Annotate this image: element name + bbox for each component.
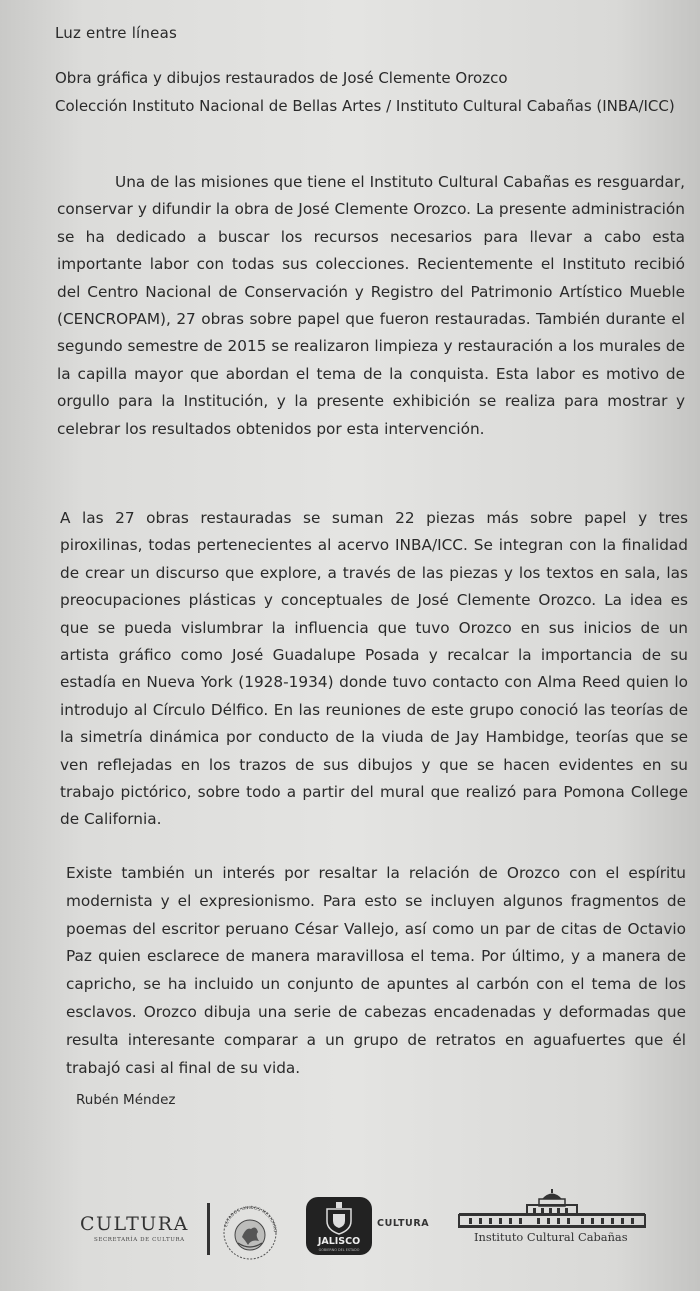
cultura-subtitle: SECRETARÍA DE CULTURA — [94, 1237, 185, 1243]
author-signature: Rubén Méndez — [76, 1092, 176, 1108]
secretaria-cultura-logo — [80, 1213, 205, 1243]
body-paragraph-3: Existe también un interés por resaltar la relación de Orozco con el espíritu modernista y el expresionismo. Para esto se incluyen algunos fragmentos de poemas del escritor peruano César Vallejo, así como un par de citas de Octavio Paz quien esclarece de manera maravillosa el tema. Por último, y a manera de capricho, se ha incluido un conjunto de apuntes al carbón con el tema de los esclavos. Orozco dibuja una serie de cabezas encadenadas y deformadas que resulta interesante comparar a un grupo de retratos en aguafuertes que él trabajó casi al final de su vida. — [66, 864, 686, 1077]
instituto-cabanas-name: Instituto Cultural Cabañas — [474, 1230, 628, 1244]
jalisco-logo-icon — [305, 1196, 373, 1256]
cultura-wordmark: CULTURA — [80, 1213, 189, 1235]
subtitle-line-1: Obra gráfica y dibujos restaurados de José Clemente Orozco — [55, 69, 508, 87]
exhibition-title: Luz entre líneas — [55, 24, 177, 42]
subtitle-line-2: Colección Instituto Nacional de Bellas Artes / Instituto Cultural Cabañas (INBA/ICC) — [55, 97, 675, 115]
exhibition-subtitle — [55, 64, 685, 120]
jalisco-sub: GOBIERNO DEL ESTADO — [318, 1248, 360, 1252]
mexico-seal-icon — [218, 1199, 282, 1261]
seal-text: ESTADOS UNIDOS MEXICANO — [222, 1204, 279, 1233]
jalisco-word: JALISCO — [317, 1236, 361, 1247]
body-paragraph-2: A las 27 obras restauradas se suman 22 piezas más sobre papel y tres piroxilinas, todas pertenecientes al acervo INBA/ICC. Se integran con la finalidad de crear un discurso que explore, a través de las piezas y los textos en sala, las preocupaciones plásticas y conceptuales de José Clemente Orozco. La idea es que se pueda vislumbrar la influencia que tuvo Orozco en sus inicios de un artista gráfico como José Guadalupe Posada y recalcar la importancia de su estadía en Nueva York (1928-1934) donde tuvo contacto con Alma Reed quien lo introdujo al Círculo Délfico. En las reuniones de este grupo conoció las teorías de la simetría dinámica por conducto de la viuda de Jay Hambidge, teorías que se ven reflejadas en los trazos de sus dibujos y que se hacen evidentes en su trabajo pictórico, sobre todo a partir del mural que realizó para Pomona College de California. — [60, 509, 688, 829]
cabanas-building-icon — [457, 1189, 647, 1233]
jalisco-cultura-label: CULTURA — [377, 1218, 430, 1229]
sponsor-logos — [0, 1185, 700, 1265]
body-paragraph-1: Una de las misiones que tiene el Instituto Cultural Cabañas es resguardar, conservar y difundir la obra de José Clemente Orozco. La presente administración se ha dedicado a buscar los recursos necesarios para llevar a cabo esta importante labor con todas sus colecciones. Recientemente el Instituto recibió del Centro Nacional de Conservación y Registro del Patrimonio Artístico Mueble (CENCROPAM), 27 obras sobre papel que fueron restauradas. También durante el segundo semestre de 2015 se realizaron limpieza y restauración a los murales de la capilla mayor que abordan el tema de la conquista. Esta labor es motivo de orgullo para la Institución, y la presente exhibición se realiza para mostrar y celebrar los resultados obtenidos por esta intervención. — [57, 173, 685, 438]
logo-divider — [207, 1203, 210, 1255]
